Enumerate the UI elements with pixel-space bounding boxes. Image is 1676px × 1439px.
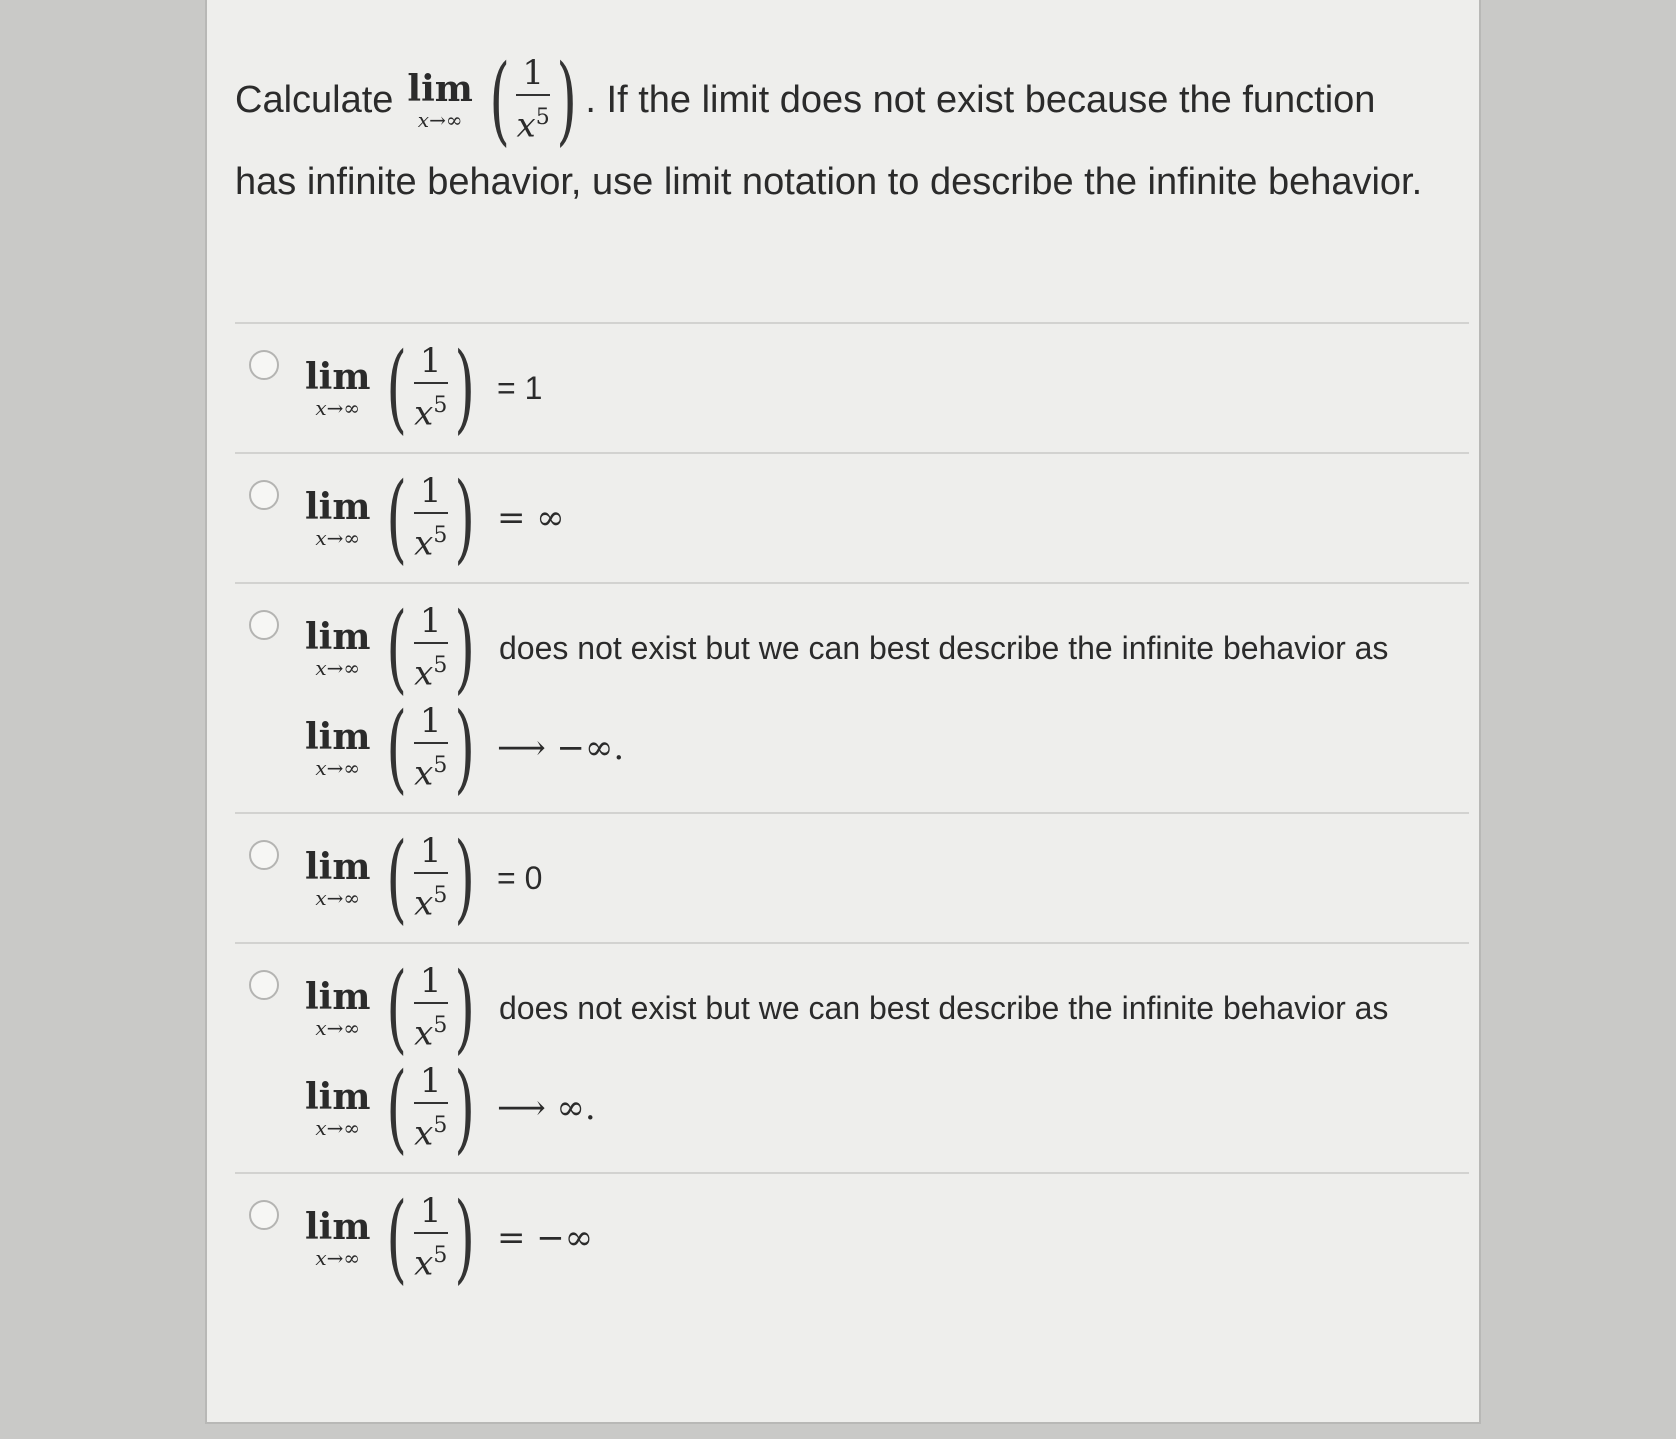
- limit-expression: lim x→∞ ( $\frac{1}{x^5}$ ): [305, 1052, 475, 1164]
- option-text: does not exist but we can best describe the infinite behavior as: [499, 989, 1389, 1026]
- option-text: does not exist but we can best describe the infinite behavior as: [499, 629, 1389, 666]
- answer-option-3[interactable]: [235, 582, 1469, 812]
- limit-expression: lim x→∞ ( $\frac{1}{x^5}$ ): [407, 44, 577, 156]
- limit-expression: lim x→∞ ( $\frac{1}{x^5}$ ): [305, 1182, 475, 1294]
- question-prompt: [235, 44, 1465, 210]
- answer-option-5[interactable]: [235, 942, 1469, 1172]
- limit-expression: lim x→∞ ( $\frac{1}{x^5}$ ): [305, 332, 475, 444]
- question-card: [205, 0, 1481, 1424]
- question-prefix: Calculate: [235, 79, 394, 121]
- radio-button[interactable]: [249, 480, 279, 510]
- option-rhs: ⟶ −∞.: [497, 728, 625, 768]
- radio-button[interactable]: [249, 840, 279, 870]
- option-rhs: = −∞: [497, 1218, 594, 1258]
- limit-expression: lim x→∞ ( $\frac{1}{x^5}$ ): [305, 822, 475, 934]
- option-rhs: = 1: [497, 369, 543, 406]
- limit-expression: lim x→∞ ( $\frac{1}{x^5}$ ): [305, 952, 475, 1064]
- option-rhs: = ∞: [497, 498, 565, 538]
- question-continuation: has infinite behavior, use limit notation to describe the infinite behavior.: [235, 161, 1423, 203]
- option-rhs: ⟶ ∞.: [497, 1088, 596, 1128]
- question-suffix: . If the limit does not exist because the function: [585, 79, 1376, 121]
- limit-expression: lim x→∞ ( $\frac{1}{x^5}$ ): [305, 462, 475, 574]
- answer-option-1[interactable]: [235, 322, 1469, 452]
- answer-options: [235, 322, 1469, 1302]
- radio-button[interactable]: [249, 350, 279, 380]
- radio-button[interactable]: [249, 970, 279, 1000]
- limit-expression: lim x→∞ ( $\frac{1}{x^5}$ ): [305, 692, 475, 804]
- answer-option-4[interactable]: [235, 812, 1469, 942]
- option-rhs: = 0: [497, 859, 543, 896]
- radio-button[interactable]: [249, 1200, 279, 1230]
- answer-option-2[interactable]: [235, 452, 1469, 582]
- radio-button[interactable]: [249, 610, 279, 640]
- limit-expression: lim x→∞ ( $\frac{1}{x^5}$ ): [305, 592, 475, 704]
- answer-option-6[interactable]: [235, 1172, 1469, 1302]
